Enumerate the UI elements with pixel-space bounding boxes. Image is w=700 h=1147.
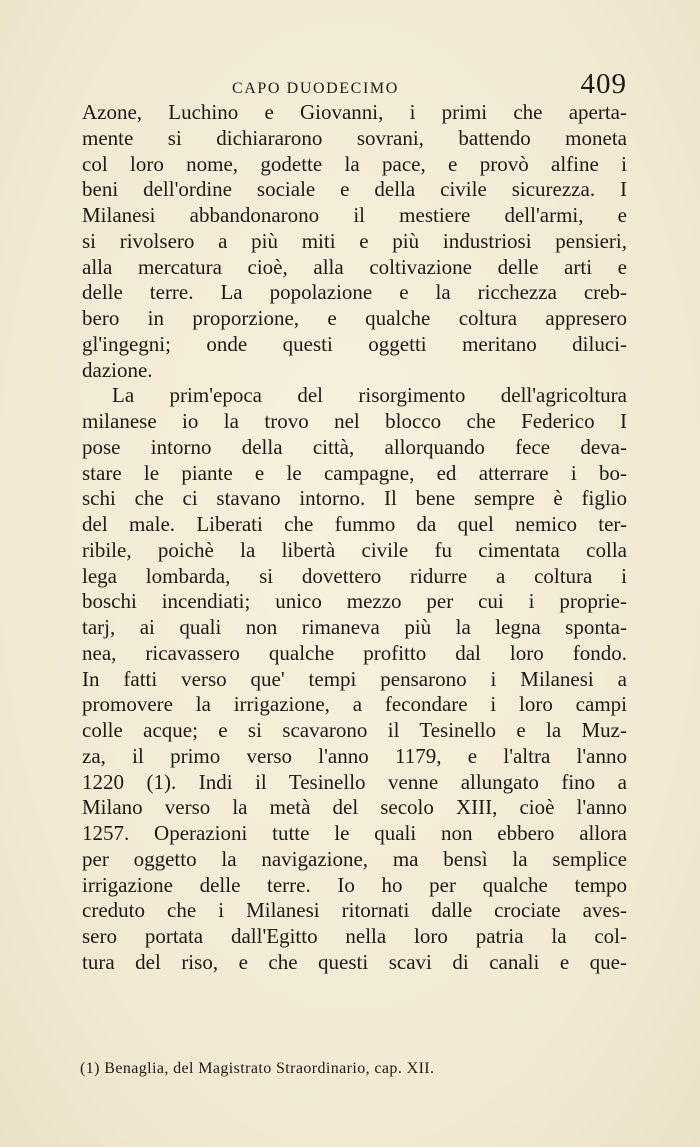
- text-line: mente si dichiararono sovrani, battendo moneta: [82, 125, 627, 150]
- text-line: stare le piante e le campagne, ed atterrare i bo-: [82, 460, 627, 485]
- text-line: promovere la irrigazione, a fecondare i loro campi: [82, 692, 627, 717]
- text-line: per oggetto la navigazione, ma bensì la semplice: [82, 846, 627, 871]
- text-line: Milanesi abbandonarono il mestiere dell'armi, e: [82, 203, 627, 227]
- text-line: lega lombarda, si dovettero ridurre a coltura i: [82, 563, 627, 588]
- paragraph-1: [82, 100, 627, 383]
- text-line: beni dell'ordine sociale e della civile sicurezza. I: [82, 177, 627, 202]
- text-line: boschi incendiati; unico mezzo per cui i proprie-: [82, 589, 627, 614]
- text-line: si rivolsero a più miti e più industriosi pensieri,: [82, 228, 627, 253]
- text-line: In fatti verso que' tempi pensarono i Milanesi a: [82, 666, 627, 691]
- text-line: sero portata dall'Egitto nella loro patria la col-: [82, 924, 627, 948]
- text-line: dazione.: [82, 357, 153, 382]
- text-line: Azone, Luchino e Giovanni, i primi che aperta-: [82, 100, 627, 124]
- text-line: nea, ricavassero qualche profitto dal loro fondo.: [82, 640, 627, 665]
- text-line: 1220 (1). Indi il Tesinello venne allungato fino a: [82, 769, 627, 794]
- running-head: CAPO DUODECIMO: [232, 80, 399, 97]
- page-header: [82, 68, 627, 104]
- text-line: del male. Liberati che fummo da quel nemico ter-: [82, 512, 627, 536]
- text-line: za, il primo verso l'anno 1179, e l'altra l'anno: [82, 743, 627, 768]
- body-text: [82, 100, 627, 976]
- paragraph-2: [82, 383, 627, 975]
- text-line: gl'ingegni; onde questi oggetti meritano diluci-: [82, 331, 627, 356]
- text-line: delle terre. La popolazione e la ricchezza creb-: [82, 280, 627, 305]
- text-line: colle acque; e si scavarono il Tesinello e la Muz-: [82, 718, 627, 742]
- text-line: pose intorno della città, allorquando fece deva-: [82, 434, 627, 459]
- text-line: col loro nome, godette la pace, e provò alfine i: [82, 151, 627, 176]
- text-line: 1257. Operazioni tutte le quali non ebbero allora: [82, 821, 627, 845]
- text-line: tarj, ai quali non rimaneva più la legna sponta-: [82, 615, 627, 639]
- text-line: creduto che i Milanesi ritornati dalle crociate aves-: [82, 898, 627, 923]
- text-line: milanese io la trovo nel blocco che Federico I: [82, 409, 627, 433]
- text-line: tura del riso, e che questi scavi di canali e que-: [82, 949, 627, 974]
- text-line: schi che ci stavano intorno. Il bene sempre è figlio: [82, 486, 627, 511]
- text-line: La prim'epoca del risorgimento dell'agricoltura: [112, 383, 627, 408]
- text-line: bero in proporzione, e qualche coltura appresero: [82, 306, 627, 330]
- page-number: 409: [580, 68, 627, 100]
- text-line: Milano verso la metà del secolo XIII, cioè l'anno: [82, 795, 627, 820]
- text-line: ribile, poichè la libertà civile fu cimentata colla: [82, 537, 627, 562]
- text-line: alla mercatura cioè, alla coltivazione delle arti e: [82, 254, 627, 279]
- text-line: irrigazione delle terre. Io ho per qualche tempo: [82, 872, 627, 897]
- footnote: (1) Benaglia, del Magistrato Straordinario, cap. XII.: [80, 1060, 435, 1077]
